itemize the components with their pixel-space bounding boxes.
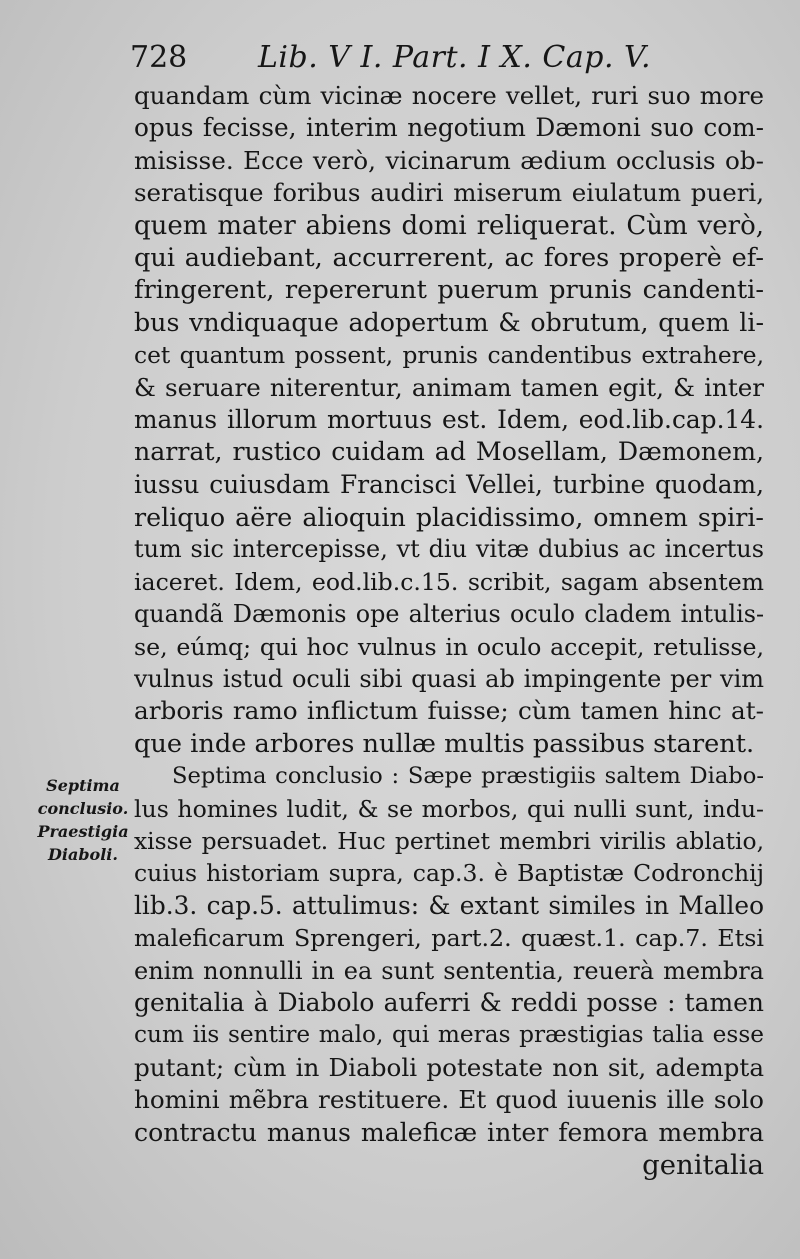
- text-line: lus homines ludit, & se morbos, qui nulli sunt, indu-: [134, 794, 764, 823]
- text-line: cuius historiam supra, cap.3. è Baptistæ Codronchij: [134, 859, 764, 888]
- text-line: manus illorum mortuus est. Idem, eod.lib.cap.14.: [134, 404, 764, 434]
- margin-note-line: conclusio.: [37, 799, 129, 818]
- text-line: Septima conclusio : Sæpe præstigiis saltem Diabo-: [172, 763, 764, 790]
- text-line: homini mẽbra restituere. Et quod iuuenis ille solo: [134, 1085, 764, 1115]
- text-line: iussu cuiusdam Francisci Vellei, turbine quodam,: [134, 469, 764, 499]
- text-line: cum iis sentire malo, qui meras præstigias talia esse: [134, 1021, 764, 1049]
- page-header: [130, 38, 690, 78]
- text-line: fringerent, repererunt puerum prunis candenti-: [134, 275, 764, 306]
- text-line: enim nonnulli in ea sunt sententia, reuerà membra: [134, 956, 764, 985]
- text-line: quandam cùm vicinæ nocere vellet, ruri suo more: [134, 81, 764, 110]
- text-line: quandã Dæmonis ope alterius oculo cladem intulis-: [134, 600, 764, 629]
- text-line: narrat, rustico cuidam ad Mosellam, Dæmonem,: [134, 437, 764, 467]
- text-line: maleficarum Sprengeri, part.2. quæst.1. cap.7. Etsi: [134, 924, 764, 953]
- text-line: que inde arbores nullæ multis passibus starent.: [134, 728, 755, 759]
- text-line: misisse. Ecce verò, vicinarum ædium occlusis ob-: [134, 145, 764, 175]
- text-line: quem mater abiens domi reliquerat. Cùm verò,: [134, 210, 764, 241]
- margin-note: [28, 774, 138, 866]
- catchword: genitalia: [642, 1148, 764, 1181]
- text-line: iaceret. Idem, eod.lib.c.15. scribit, sagam absentem: [134, 567, 764, 596]
- text-line: arboris ramo inflictum fuisse; cùm tamen hinc at-: [134, 696, 764, 726]
- text-line: xisse persuadet. Huc pertinet membri virilis ablatio,: [134, 826, 764, 855]
- text-line: contractu manus maleficæ inter femora membra: [134, 1117, 764, 1147]
- text-line: opus fecisse, interim negotium Dæmoni suo com-: [134, 113, 764, 143]
- text-line: reliquo aëre alioquin placidissimo, omnem spiri-: [134, 502, 764, 533]
- running-title: Lib. V I. Part. I X. Cap. V.: [258, 40, 651, 75]
- text-line: tum sic intercepisse, vt diu vitæ dubius ac incertus: [134, 535, 764, 564]
- text-line: cet quantum possent, prunis candentibus extrahere,: [134, 341, 764, 370]
- page-number: 728: [130, 40, 188, 75]
- text-line: bus vndiquaque adopertum & obrutum, quem li-: [134, 307, 764, 337]
- margin-note-line: Diaboli.: [48, 845, 118, 864]
- text-line: qui audiebant, accurrerent, ac fores properè ef-: [134, 242, 764, 273]
- body-text: [134, 80, 764, 1181]
- margin-note-line: Septima: [46, 776, 120, 795]
- margin-note-line: Praestigia: [37, 822, 129, 841]
- text-line: genitalia à Diabolo auferri & reddi posse : tamen: [134, 987, 764, 1017]
- text-line: seratisque foribus audiri miserum eiulatum pueri,: [134, 178, 764, 208]
- text-line: lib.3. cap.5. attulimus: & extant similes in Malleo: [134, 890, 764, 920]
- text-line: putant; cùm in Diaboli potestate non sit, adempta: [134, 1052, 764, 1082]
- text-line: vulnus istud oculi sibi quasi ab impingente per vim: [134, 665, 764, 694]
- text-line: & seruare niterentur, animam tamen egit, & inter: [134, 372, 764, 402]
- text-line: se, eúmq; qui hoc vulnus in oculo accepit, retulisse,: [134, 632, 764, 661]
